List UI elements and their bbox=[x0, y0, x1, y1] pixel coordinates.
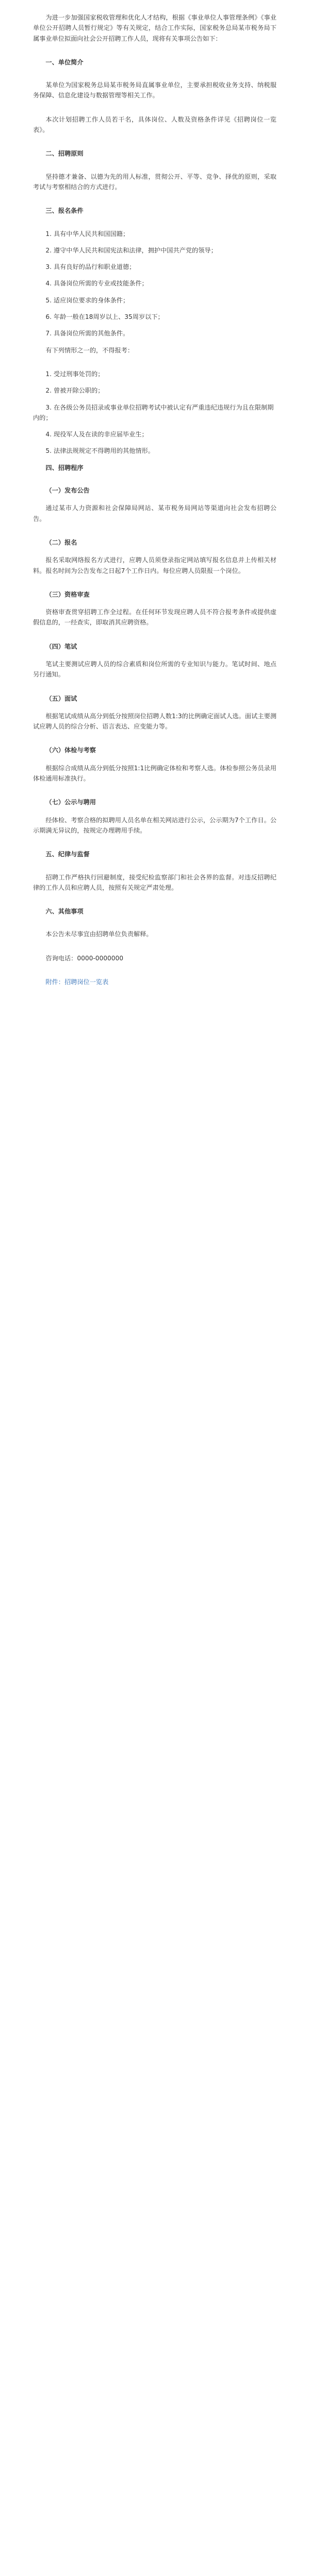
section-heading-1: 一、单位简介 bbox=[45, 58, 84, 66]
step-title: （四）笔试 bbox=[45, 642, 77, 650]
disqualifier-item: 3. 在各级公务员招录或事业单位招聘考试中被认定有严重违纪违规行为且在限制期内的； bbox=[33, 403, 274, 421]
condition-item: 6. 年龄一般在18周岁以上、35周岁以下； bbox=[45, 313, 164, 321]
section-5-paragraph-1: 招聘工作严格执行回避制度，接受纪检监察部门和社会各界的监督。对违反招聘纪律的工作人员和应聘人员，按照有关规定严肃处理。 bbox=[33, 873, 277, 891]
condition-item: 7. 具备岗位所需的其他条件。 bbox=[45, 330, 129, 337]
condition-item: 4. 具备岗位所需的专业或技能条件； bbox=[45, 280, 148, 287]
section-4 bbox=[33, 463, 277, 836]
condition-item: 2. 遵守中华人民共和国宪法和法律，拥护中国共产党的领导； bbox=[45, 246, 217, 254]
article-body bbox=[33, 12, 277, 1001]
step-title: （七）公示与聘用 bbox=[45, 799, 96, 806]
section-heading-6: 六、其他事项 bbox=[45, 908, 84, 916]
contact-line: 咨询电话：0000-0000000 bbox=[45, 954, 124, 962]
step-title: （二）报名 bbox=[45, 538, 77, 546]
section-1 bbox=[33, 57, 277, 135]
disqualifier-item: 5. 法律法规规定不得聘用的其他情形。 bbox=[45, 447, 154, 455]
step-text: 根据笔试成绩从高分到低分按照岗位招聘人数1:3的比例确定面试人选。面试主要测试应聘人员的综合分析、语言表达、应变能力等。 bbox=[33, 712, 277, 731]
section-3 bbox=[33, 206, 277, 456]
condition-item: 3. 具有良好的品行和职业道德； bbox=[45, 263, 136, 271]
disqualifier-item: 1. 受过刑事处罚的； bbox=[45, 370, 104, 378]
step-title: （五）面试 bbox=[45, 694, 77, 702]
section-2 bbox=[33, 148, 277, 192]
step-title: （六）体检与考察 bbox=[45, 747, 96, 754]
step-text: 经体检、考察合格的拟聘用人员名单在相关网站进行公示，公示期为7个工作日。公示期满无异议的，按规定办理聘用手续。 bbox=[33, 816, 277, 834]
disqualifier-item: 2. 曾被开除公职的； bbox=[45, 387, 104, 395]
step-text: 报名采取网络报名方式进行，应聘人员须登录指定网站填写报名信息并上传相关材料。报名时间为公告发布之日起7个工作日内。每位应聘人员限报一个岗位。 bbox=[33, 556, 277, 574]
section-5 bbox=[33, 849, 277, 893]
section-heading-4: 四、招聘程序 bbox=[45, 464, 84, 471]
section-heading-3: 三、报名条件 bbox=[45, 207, 84, 215]
step-title: （一）发布公告 bbox=[45, 487, 90, 495]
section-6-paragraph-1: 本公告未尽事宜由招聘单位负责解释。 bbox=[45, 930, 153, 938]
condition-item: 5. 适应岗位要求的身体条件； bbox=[45, 296, 129, 304]
step-text: 资格审查贯穿招聘工作全过程。在任何环节发现应聘人员不符合报考条件或提供虚假信息的，一经查实，即取消其应聘资格。 bbox=[33, 608, 277, 626]
section-6 bbox=[33, 906, 277, 987]
section-heading-2: 二、招聘原则 bbox=[45, 150, 84, 158]
step-text: 笔试主要测试应聘人员的综合素质和岗位所需的专业知识与能力。笔试时间、地点另行通知。 bbox=[33, 660, 277, 679]
section-2-paragraph-1: 坚持德才兼备、以德为先的用人标准，贯彻公开、平等、竞争、择优的原则，采取考试与考察相结合的方式进行。 bbox=[33, 173, 277, 191]
disqualifier-intro: 有下列情形之一的，不得报考： bbox=[45, 346, 134, 354]
section-1-paragraph-2: 本次计划招聘工作人员若干名，具体岗位、人数及资格条件详见《招聘岗位一览表》。 bbox=[33, 115, 277, 134]
opening-paragraph: 为进一步加强国家税收管理和优化人才结构，根据《事业单位人事管理条例》《事业单位公开招聘人员暂行规定》等有关规定，结合工作实际，国家税务总局某市税务局下属事业单位拟面向社会公开招聘工作人员，现将有关事项公告如下： bbox=[33, 14, 277, 42]
step-title: （三）资格审查 bbox=[45, 590, 90, 598]
attachment-link[interactable]: 附件：招聘岗位一览表 bbox=[45, 978, 109, 986]
step-text: 根据综合成绩从高分到低分按照1:1比例确定体检和考察人选。体检参照公务员录用体检通用标准执行。 bbox=[33, 764, 277, 783]
section-heading-5: 五、纪律与监督 bbox=[45, 851, 90, 858]
section-1-paragraph-1: 某单位为国家税务总局某市税务局直属事业单位，主要承担税收业务支持、纳税服务保障、信息化建设与数据管理等相关工作。 bbox=[33, 81, 277, 99]
disqualifier-item: 4. 现役军人及在读的非应届毕业生； bbox=[45, 431, 148, 438]
condition-item: 1. 具有中华人民共和国国籍； bbox=[45, 230, 129, 238]
step-text: 通过某市人力资源和社会保障局网站、某市税务局网站等渠道向社会发布招聘公告。 bbox=[33, 504, 277, 522]
